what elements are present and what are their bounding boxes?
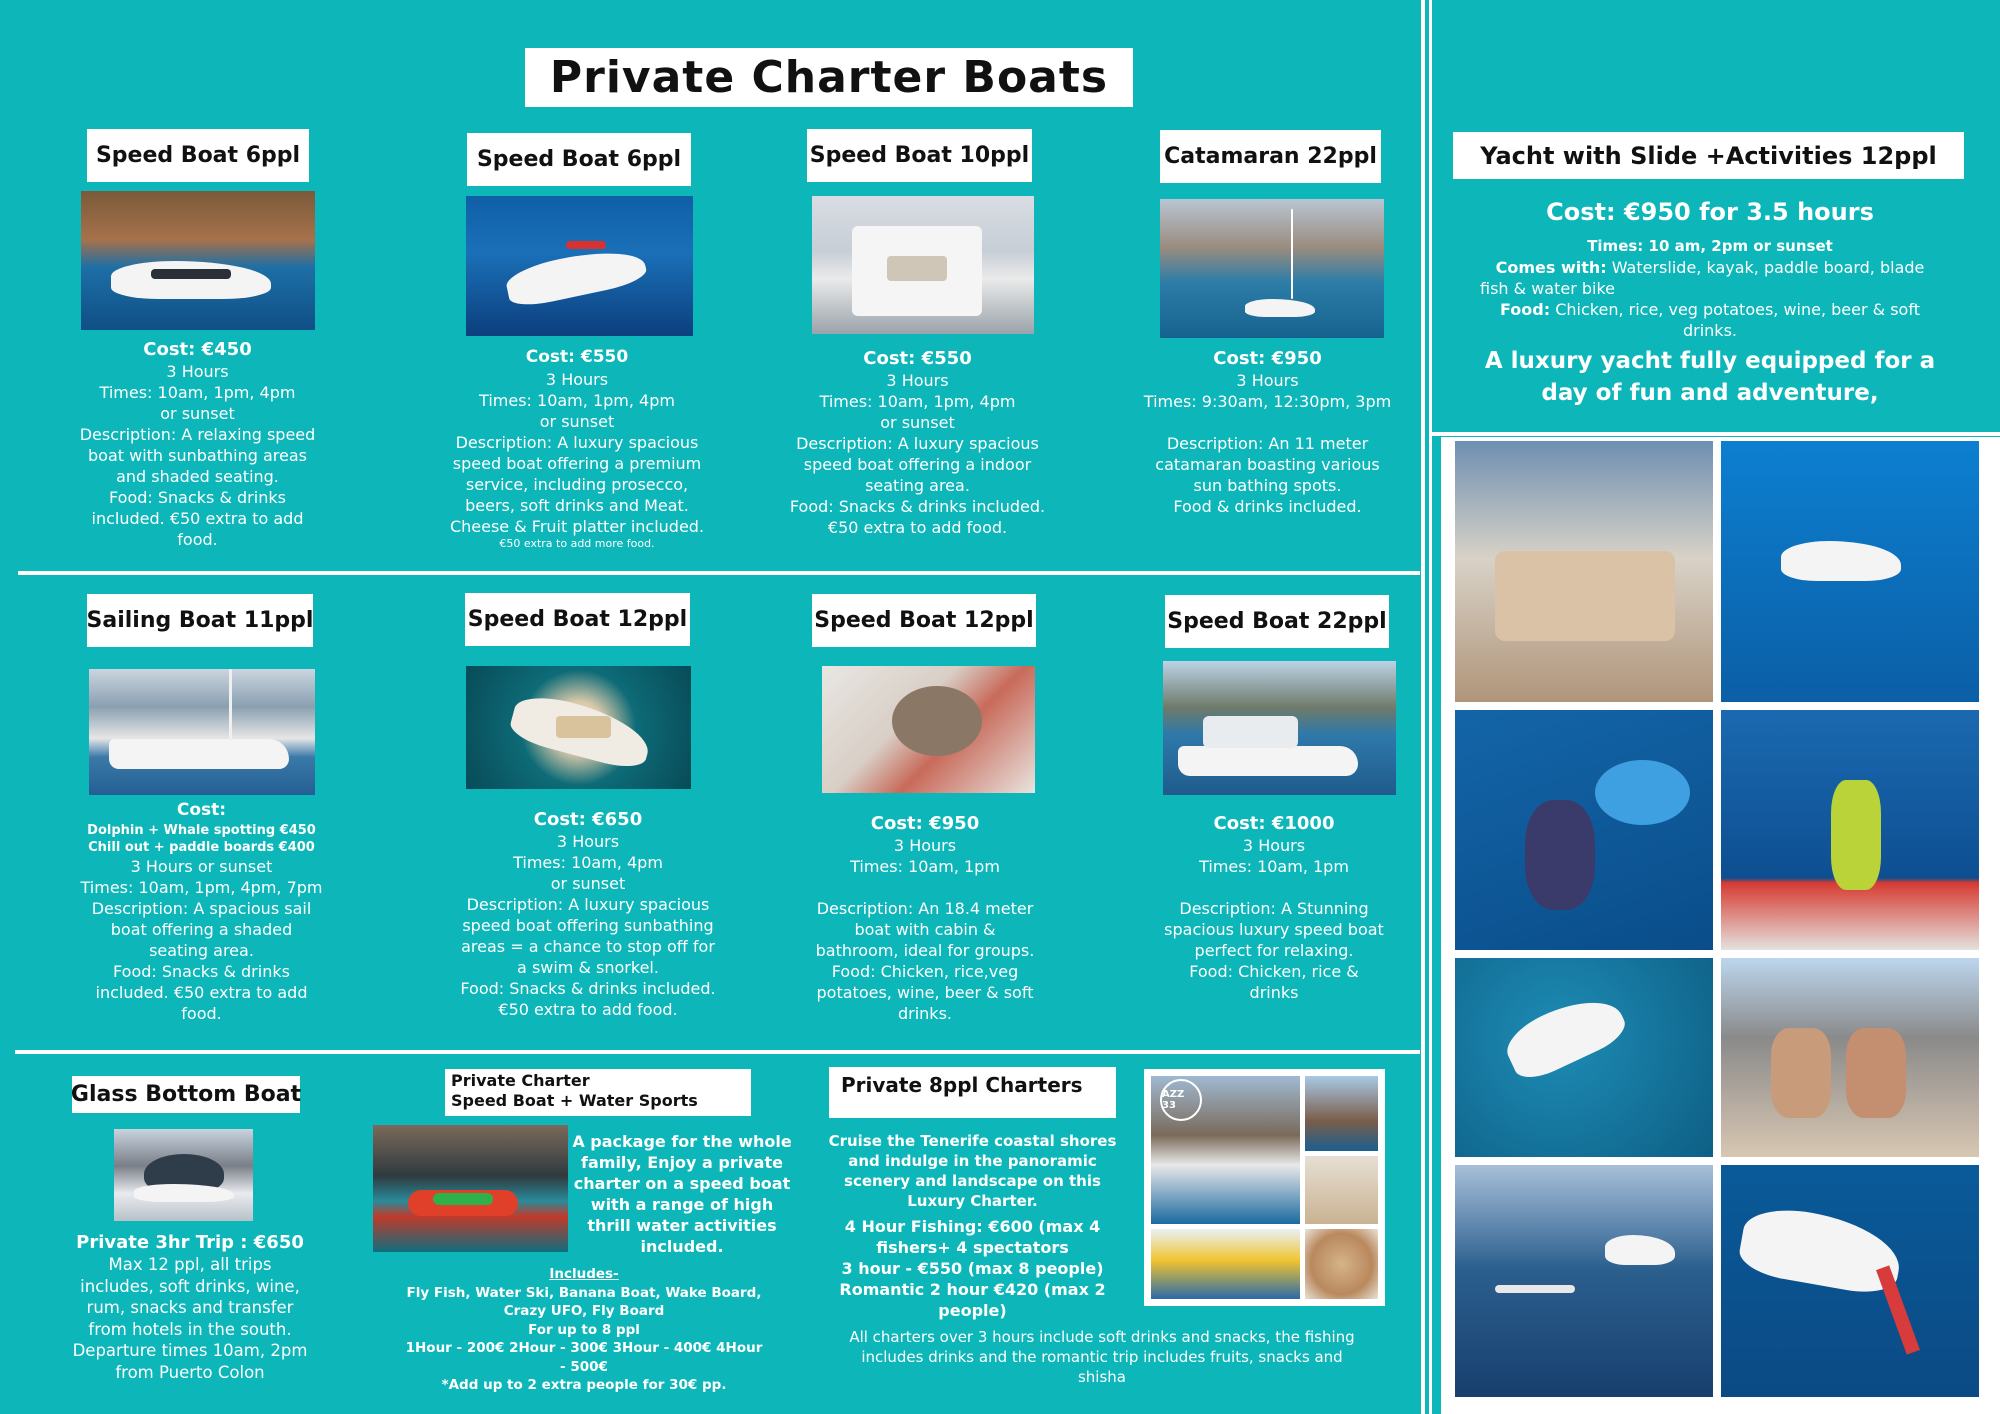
card-details-3: Cost: €550 3 Hours Times: 10am, 1pm, 4pm or sunset Description: A luxury spacious speed boat offering a indoor seating area. Food: Snacks & drinks included. €50 extra to add food. xyxy=(770,347,1065,538)
cost-label: Cost: €650 xyxy=(533,809,643,830)
yacht-tagline: A luxury yacht fully equipped for a day of fun and adventure, xyxy=(1484,348,1936,406)
yacht-slide-photo-icon xyxy=(1721,1165,1979,1397)
cost-label: Cost: €950 xyxy=(1213,348,1322,369)
card-title-yacht: Yacht with Slide +Activities 12ppl xyxy=(1453,132,1964,179)
card-title-sailing-boat-11ppl: Sailing Boat 11ppl xyxy=(87,594,313,647)
card-title-water-sports: Private Charter Speed Boat + Water Sports xyxy=(445,1069,751,1116)
card-title-speed-boat-6ppl-b: Speed Boat 6ppl xyxy=(467,133,691,186)
cost-label: Cost: €950 xyxy=(870,813,980,834)
includes-label: Includes- xyxy=(549,1266,619,1282)
cost-label: Private 3hr Trip : €650 xyxy=(76,1232,304,1253)
vertical-divider xyxy=(1421,0,1425,1414)
card-title-speed-boat-12ppl-a: Speed Boat 12ppl xyxy=(465,593,690,646)
yacht-details: Cost: €950 for 3.5 hours Times: 10 am, 2pm or sunset Comes with: Waterslide, kayak, paddle board, blade fish & water bike Food: Chicken, rice, veg potatoes, wine, beer & soft drinks. A luxury yacht fully equipped for a day of fun and adventure, xyxy=(1455,195,1965,409)
speedboat-photo-icon xyxy=(466,196,693,336)
card-title-glass-bottom-boat: Glass Bottom Boat xyxy=(72,1076,300,1113)
card-title-speed-boat-10ppl: Speed Boat 10ppl xyxy=(807,129,1032,182)
card-details-4: Cost: €950 3 Hours Times: 9:30am, 12:30pm, 3pm Description: An 11 meter catamaran boasting various sun bathing spots. Food & drinks included. xyxy=(1120,347,1415,517)
private-8ppl-note: All charters over 3 hours include soft drinks and snacks, the fishing includes drinks and the romantic trip includes fruits, snacks and shisha xyxy=(849,1328,1355,1386)
yacht-aerial-photo-icon xyxy=(1721,441,1979,702)
kayak-photo-icon xyxy=(1455,1165,1713,1397)
card-details-5: Cost: Dolphin + Whale spotting €450 Chill out + paddle boards €400 3 Hours or sunset Times: 10am, 1pm, 4pm, 7pm Description: A spacious sail boat offering a shaded seating area. Food: Snacks & drinks included. €50 extra to add food. xyxy=(60,799,343,1024)
cost-label: Cost: €450 xyxy=(143,339,252,360)
page-title-text: Private Charter Boats xyxy=(549,52,1109,103)
water-sports-details: Includes- Fly Fish, Water Ski, Banana Boat, Wake Board, Crazy UFO, Fly Board For up to 8 ppl 1Hour - 200€ 2Hour - 300€ 3Hour - 400€ 4Hour - 500€ *Add up to 2 extra people for 30€ pp. xyxy=(380,1265,788,1395)
cost-label: Cost: €1000 xyxy=(1213,813,1335,834)
paddle-board-photo-icon xyxy=(1455,710,1713,950)
yacht-comes-with: Comes with: Waterslide, kayak, paddle board, blade xyxy=(1495,258,1925,277)
horizontal-divider-row2 xyxy=(15,1050,1420,1054)
glass-bottom-boat-photo-icon xyxy=(114,1129,253,1221)
card-title-speed-boat-6ppl-a: Speed Boat 6ppl xyxy=(87,129,309,182)
card-details-6: Cost: €650 3 Hours Times: 10am, 4pm or sunset Description: A luxury spacious speed boat offering sunbathing areas = a chance to stop off for a swim & snorkel. Food: Snacks & drinks included. €50 extra to add food. xyxy=(443,808,733,1020)
card-title-speed-boat-12ppl-b: Speed Boat 12ppl xyxy=(812,594,1036,647)
yacht-top-view-photo-icon xyxy=(1455,958,1713,1157)
card-title-catamaran-22ppl: Catamaran 22ppl xyxy=(1160,130,1381,183)
sunbathing-photo-icon xyxy=(1721,710,1979,950)
water-sports-photo-icon xyxy=(373,1125,568,1252)
card-title-speed-boat-22ppl: Speed Boat 22ppl xyxy=(1165,595,1389,648)
footnote: €50 extra to add more food. xyxy=(499,537,655,550)
cost-label: Cost: €550 xyxy=(863,348,972,369)
charter-collage-photo-icon xyxy=(1144,1069,1385,1306)
cost-label: Cost: €550 xyxy=(525,347,629,367)
private-8ppl-intro: Cruise the Tenerife coastal shores and indulge in the panoramic scenery and landscape on this Luxury Charter. xyxy=(828,1132,1117,1210)
card-details-8: Cost: €1000 3 Hours Times: 10am, 1pm Description: A Stunning spacious luxury speed boat perfect for relaxing. Food: Chicken, rice & drinks xyxy=(1150,812,1398,1003)
horizontal-divider-row1 xyxy=(18,571,1420,575)
card-details-1: Cost: €450 3 Hours Times: 10am, 1pm, 4pm or sunset Description: A relaxing speed boat with sunbathing areas and shaded seating. Food: Snacks & drinks included. €50 extra to add food. xyxy=(60,338,335,550)
card-details-2: Cost: €550 3 Hours Times: 10am, 1pm, 4pm or sunset Description: A luxury spacious speed boat offering a premium service, including prosecco, beers, soft drinks and Meat. Cheese & Fruit platter included. €50 extra to add more food. xyxy=(432,346,722,551)
guests-on-yacht-photo-icon xyxy=(1721,958,1979,1157)
yacht-food: Food: Chicken, rice, veg potatoes, wine, beer & soft xyxy=(1500,300,1920,319)
charter-logo: AZZ 33 xyxy=(1160,1079,1202,1121)
card-details-7: Cost: €950 3 Hours Times: 10am, 1pm Description: An 18.4 meter boat with cabin & bathroom, ideal for groups. Food: Chicken, rice,veg potatoes, wine, beer & soft drinks. xyxy=(795,812,1055,1024)
yacht-group-photo-icon xyxy=(1455,441,1713,702)
page-title xyxy=(525,48,1133,107)
vertical-divider-secondary xyxy=(1429,0,1432,1414)
speedboat-photo-icon xyxy=(822,666,1035,793)
speedboat-photo-icon xyxy=(466,666,691,789)
card-title-private-8ppl: Private 8ppl Charters xyxy=(829,1067,1116,1118)
speedboat-photo-icon xyxy=(1163,661,1396,795)
yacht-divider xyxy=(1432,432,2000,436)
glass-details: Private 3hr Trip : €650 Max 12 ppl, all trips includes, soft drinks, wine, rum, snacks and transfer from hotels in the south. Departure times 10am, 2pm from Puerto Colon xyxy=(60,1231,320,1383)
catamaran-photo-icon xyxy=(1160,199,1384,338)
sailboat-photo-icon xyxy=(89,669,315,795)
water-sports-intro: A package for the whole family, Enjoy a private charter on a speed boat with a range of high thrill water activities included. xyxy=(572,1132,792,1256)
yacht-cost: Cost: €950 for 3.5 hours xyxy=(1546,198,1874,226)
private-8ppl-prices: 4 Hour Fishing: €600 (max 4 fishers+ 4 spectators 3 hour - €550 (max 8 people) Romantic 2 hour €420 (max 2 people) xyxy=(839,1217,1106,1320)
cost-label: Cost: xyxy=(176,800,227,820)
speedboat-photo-icon xyxy=(812,196,1034,334)
speedboat-photo-icon xyxy=(81,191,315,330)
